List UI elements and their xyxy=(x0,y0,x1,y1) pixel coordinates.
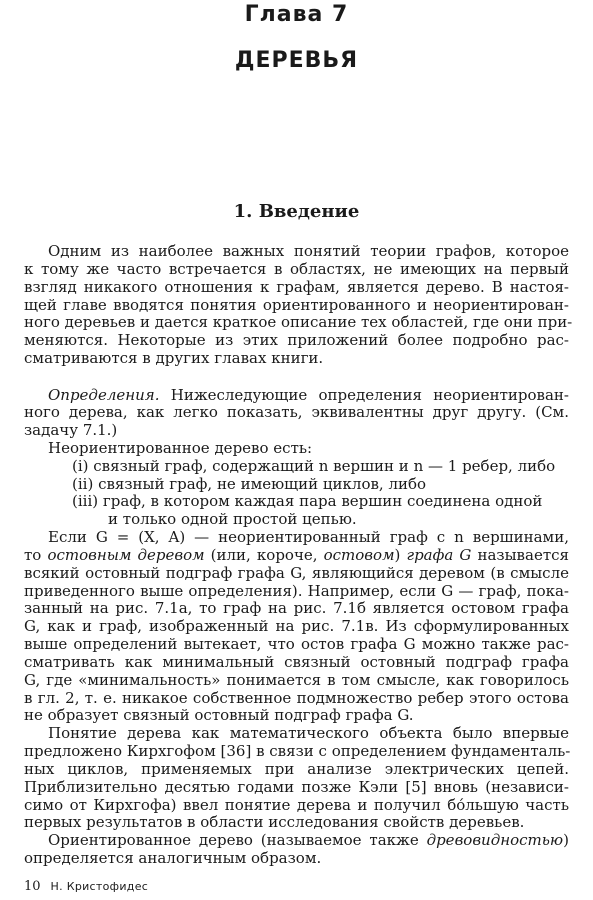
oriented-line: Ориентированное дерево (называемое также древовидностью) xyxy=(48,831,569,850)
definitions-line: задачу 7.1.) xyxy=(24,421,118,440)
spanning-line: выше определений вытекает, что остов графа G можно также рас- xyxy=(24,635,569,654)
spanning-line: занный на рис. 7.1а, то граф на рис. 7.1б является остовом графа xyxy=(24,599,569,618)
intro-line: щей главе вводятся понятия ориентированного и неориентирован- xyxy=(24,295,569,314)
history-line: симо от Кирхгофа) ввел понятие дерева и получил бо́льшую часть xyxy=(24,795,569,814)
arborescence-term: древовидностью xyxy=(426,831,564,850)
chapter-title: ДЕРЕВЬЯ xyxy=(234,48,359,73)
history-line: ных циклов, применяемых при анализе электрических цепей. xyxy=(24,759,569,778)
spanning-short-term: остовом xyxy=(323,545,395,564)
page-footer xyxy=(24,879,148,894)
spanning-line: всякий остовный подграф графа G, являющийся деревом (в смысле xyxy=(24,563,569,582)
spanning-line: в гл. 2, т. е. никакое собственное подмножество ребер этого остова xyxy=(24,688,569,707)
history-line: первых результатов в области исследования свойств деревьев. xyxy=(24,813,525,832)
definition-item: (i) связный граф, содержащий n вершин и n — 1 ребер, либо xyxy=(72,456,556,475)
definition-item: и только одной простой цепью. xyxy=(108,510,357,529)
definitions-line: Определения. Нижеследующие определения неориентирован- xyxy=(48,385,569,404)
intro-line: взгляд никакого отношения к графам, является дерево. В настоя- xyxy=(24,277,569,296)
spanning-line: Если G = (X, A) — неориентированный граф с n вершинами, xyxy=(48,528,569,547)
definition-item: (ii) связный граф, не имеющий циклов, либо xyxy=(72,474,427,493)
spanning-line: не образует связный остовный подграф графа G. xyxy=(24,706,414,725)
chapter-label: Глава 7 xyxy=(244,2,349,27)
footer-author: Н. Кристофидес xyxy=(50,880,149,893)
history-line: предложено Кирхгофом [36] в связи с определением фундаменталь- xyxy=(24,742,571,760)
history-line: Приблизительно десятью годами позже Кэли [5] вновь (независи- xyxy=(24,777,569,796)
history-line: Понятие дерева как математического объекта было впервые xyxy=(48,724,569,743)
spanning-line: сматривать как минимальный связный остовный подграф графа xyxy=(24,652,569,671)
intro-line: ного деревьев и дается краткое описание тех областей, где они при- xyxy=(24,313,573,332)
definition-item: (iii) граф, в котором каждая пара вершин соединена одной xyxy=(72,492,543,511)
page-number: 10 xyxy=(24,879,41,894)
spanning-line: G, как и граф, изображенный на рис. 7.1в. Из сформулированных xyxy=(24,617,569,636)
graph-g-term: графа G xyxy=(406,545,472,564)
intro-line: меняются. Некоторые из этих приложений более подробно рас- xyxy=(24,331,569,350)
spanning-tree-term: остовным деревом xyxy=(47,545,205,564)
definitions-term: Определения. xyxy=(48,385,160,404)
intro-line: сматриваются в других главах книги. xyxy=(24,349,324,367)
intro-line: к тому же часто встречается в областях, не имеющих на первый xyxy=(24,259,569,278)
section-title: 1. Введение xyxy=(233,201,360,222)
oriented-line: определяется аналогичным образом. xyxy=(24,849,322,867)
spanning-line: то остовным деревом (или, короче, остовом) графа G называется xyxy=(24,545,569,564)
spanning-line: приведенного выше определения). Например, если G — граф, пока- xyxy=(24,581,569,600)
intro-line: Одним из наиболее важных понятий теории графов, которое xyxy=(48,242,569,260)
definitions-intro: Неориентированное дерево есть: xyxy=(48,439,313,457)
definitions-line: ного дерева, как легко показать, эквивалентны друг другу. (См. xyxy=(24,403,569,422)
spanning-line: G, где «минимальность» понимается в том смысле, как говорилось xyxy=(24,670,569,689)
